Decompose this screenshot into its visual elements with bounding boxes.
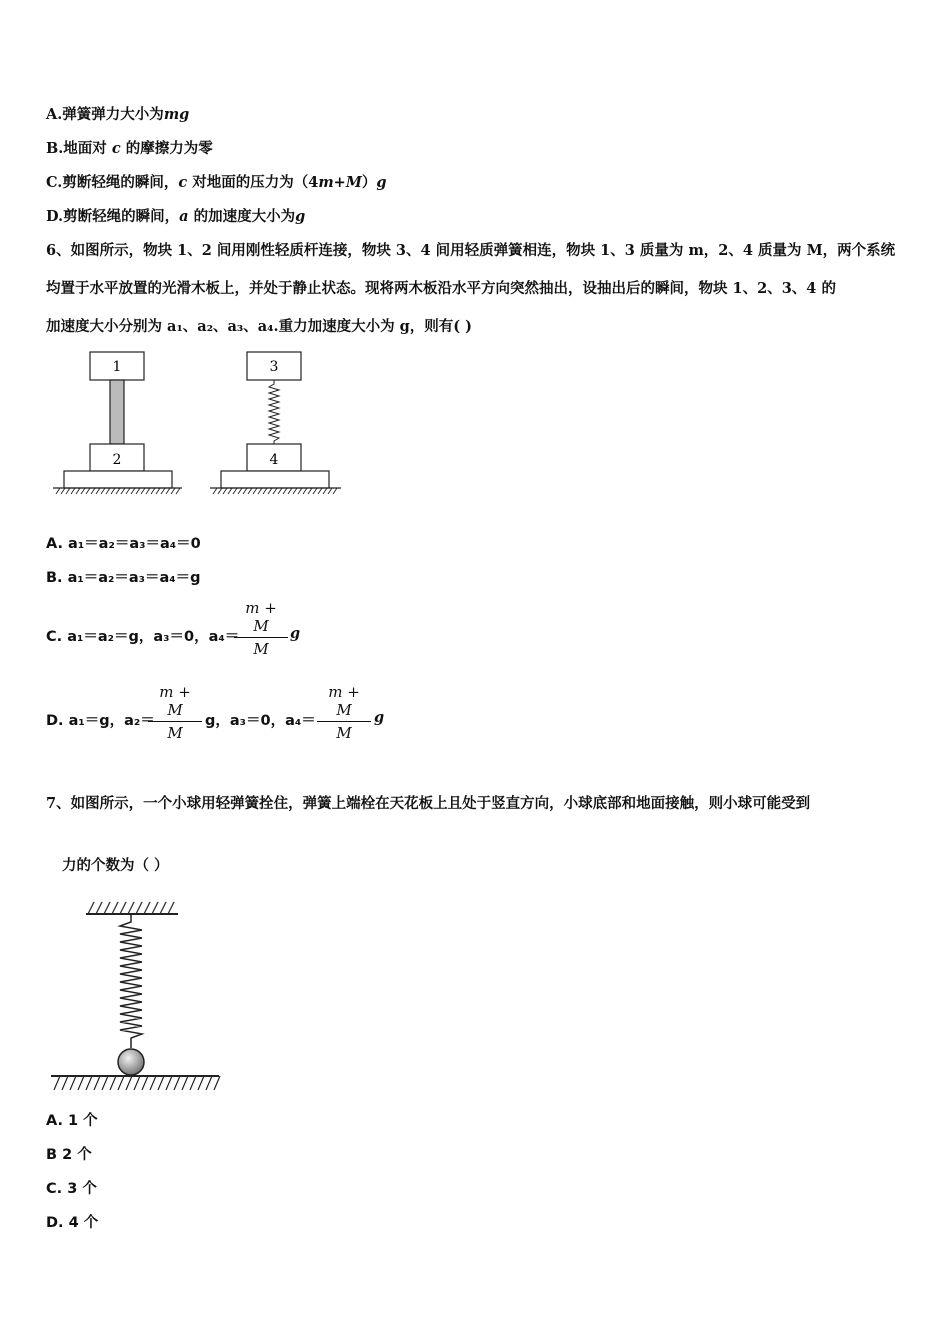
q5-option-a (46, 103, 189, 124)
ball (118, 1049, 144, 1075)
fraction-denominator: M (253, 640, 269, 658)
q5-option-c (46, 171, 387, 192)
q6-figure (50, 348, 350, 498)
fraction-denominator: M (336, 724, 352, 742)
spring (120, 914, 142, 1048)
q7-figure (46, 896, 226, 1096)
block-1-label: 1 (112, 359, 122, 375)
spring-3-4 (269, 380, 279, 444)
ceiling-hatch (88, 902, 174, 914)
floor-hatch-left (56, 488, 180, 494)
q5-option-b-post: 的摩擦力为零 (125, 140, 213, 157)
q5-option-a-text: A.弹簧弹力大小为 (46, 106, 164, 123)
q5-option-d-g: g (295, 208, 306, 225)
q6-stem-line-2: 均置于水平放置的光滑木板上，并处于静止状态。现将两木板沿水平方向突然抽出，设抽出后的瞬间，物块 1、2、3、4 的 (46, 280, 836, 297)
q6-option-d-fraction-1 (148, 683, 202, 742)
q6-option-d-part1: D. a₁＝g，a₂＝ (46, 713, 155, 729)
q5-option-c-expr: m+M (318, 174, 362, 191)
q5-option-c-var: c (178, 174, 188, 191)
q5-option-c-mid: 对地面的压力为（4 (192, 174, 319, 191)
block-2-label: 2 (112, 452, 122, 468)
q6-option-b: B. a₁＝a₂＝a₃＝a₄＝g (46, 570, 201, 586)
q5-option-d-pre: D.剪断轻绳的瞬间， (46, 208, 180, 225)
q6-option-d-part2: g，a₃＝0，a₄＝ (205, 713, 316, 729)
q6-option-d-g: g (374, 709, 385, 726)
q7-stem-line-2: 力的个数为（ ） (62, 857, 169, 874)
q5-option-a-var: mg (163, 106, 190, 123)
q5-option-d-var: a (179, 208, 189, 225)
q7-option-c: C. 3 个 (46, 1181, 97, 1197)
q5-option-c-pre: C.剪断轻绳的瞬间， (46, 174, 179, 191)
ground-hatch (54, 1076, 220, 1090)
q6-stem-line-3: 加速度大小分别为 a₁、a₂、a₃、a₄.重力加速度大小为 g，则有( ) (46, 318, 473, 335)
q6-option-d-fraction-2 (317, 683, 371, 742)
q5-option-b-var: c (111, 140, 121, 157)
q6-stem-line-1: 6、如图所示，物块 1、2 间用刚性轻质杆连接，物块 3、4 间用轻质弹簧相连，物块 1、3 质量为 m，2、4 质量为 M，两个系统 (46, 242, 896, 259)
q5-option-d-mid: 的加速度大小为 (193, 208, 296, 225)
q7-option-a: A. 1 个 (46, 1113, 98, 1129)
block-4-label: 4 (269, 452, 279, 468)
q5-option-b (46, 137, 213, 158)
block-3-label: 3 (269, 359, 279, 375)
q5-option-b-pre: B.地面对 (46, 140, 107, 157)
q6-option-c: C. a₁＝a₂＝g，a₃＝0，a₄＝ (46, 629, 240, 645)
floor-hatch-right (213, 488, 337, 494)
q7-option-d: D. 4 个 (46, 1215, 99, 1231)
q7-option-b: B 2 个 (46, 1147, 92, 1163)
fraction-numerator: m + M (148, 683, 202, 722)
q5-option-d (46, 205, 305, 226)
q6-option-c-g: g (290, 625, 301, 642)
fraction-numerator: m + M (234, 599, 288, 638)
fraction-numerator: m + M (317, 683, 371, 722)
q5-option-c-post: ） (361, 174, 377, 191)
q7-stem-line-1: 7、如图所示，一个小球用轻弹簧拴住，弹簧上端栓在天花板上且处于竖直方向，小球底部和地面接触，则小球可能受到 (46, 795, 811, 812)
q5-option-c-g: g (376, 174, 387, 191)
fraction-denominator: M (167, 724, 183, 742)
q6-option-a: A. a₁＝a₂＝a₃＝a₄＝0 (46, 536, 201, 552)
q6-option-c-fraction (234, 599, 288, 658)
